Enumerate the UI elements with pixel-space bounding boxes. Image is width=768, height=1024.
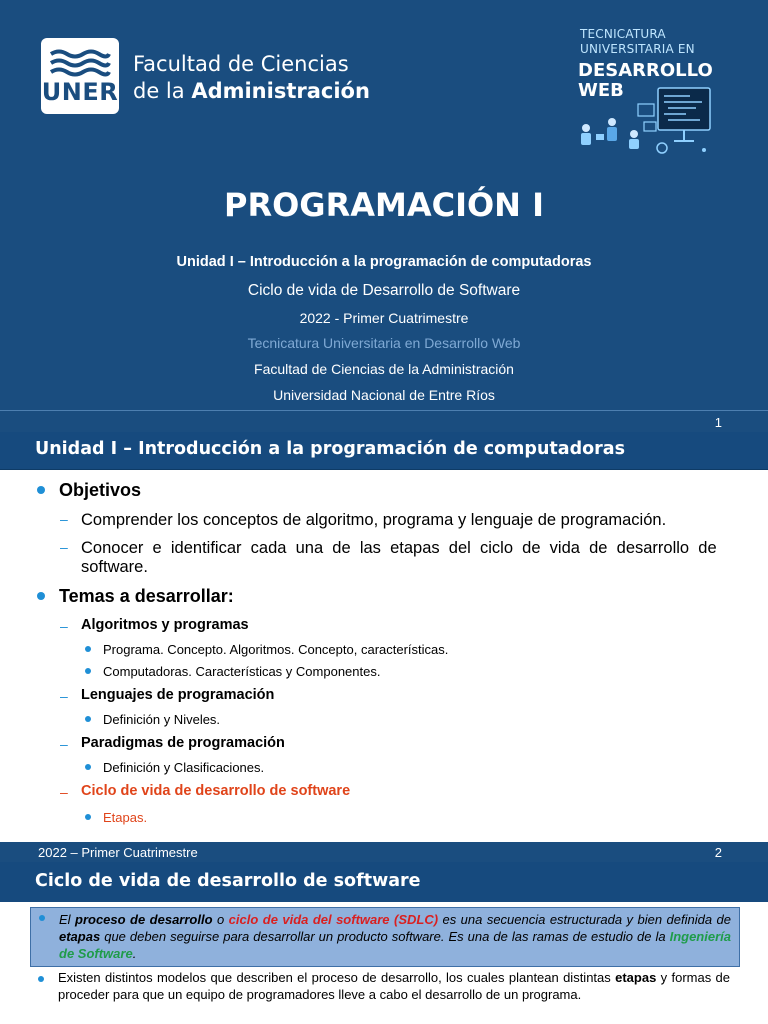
subtopic-item: Programa. Concepto. Algoritmos. Concepto, características. — [103, 642, 449, 657]
slide2-header — [0, 432, 768, 470]
waves-icon — [49, 48, 111, 78]
objectives-label: Objetivos — [59, 480, 142, 500]
career-text: Tecnicatura Universitaria en Desarrollo Web — [247, 335, 521, 351]
bullet-icon — [85, 764, 91, 770]
career-logo-line2: UNIVERSITARIA EN — [580, 42, 695, 56]
bullet-icon — [37, 592, 45, 600]
dash-icon: – — [60, 784, 68, 800]
subtopic-item-current: Etapas. — [103, 810, 148, 825]
title-slide — [0, 0, 768, 410]
slide3-title: Ciclo de vida de desarrollo de software — [35, 871, 421, 891]
topic-item: Algoritmos y programas — [81, 617, 249, 633]
logo-text: UNER — [41, 78, 119, 106]
slide3-header — [0, 862, 768, 902]
definition-box — [30, 907, 740, 967]
course-title: PROGRAMACIÓN I — [224, 186, 544, 224]
dash-icon: – — [60, 618, 68, 634]
dash-icon: – — [60, 736, 68, 752]
career-logo-line4: WEB — [578, 80, 624, 101]
subtopic-item: Definición y Clasificaciones. — [103, 760, 265, 775]
career-logo-line3: DESARROLLO — [578, 60, 713, 81]
dash-icon: – — [60, 539, 68, 555]
bullet-icon — [85, 668, 91, 674]
web-development-illustration — [572, 84, 717, 159]
bullet-icon — [37, 486, 45, 494]
period-text: 2022 - Primer Cuatrimestre — [299, 310, 469, 326]
definition-paragraph: El proceso de desarrollo o ciclo de vida del software (SDLC) es una secuencia estructurada y bien definida de etapas que deben seguirse para desarrollar un producto software. Es una de las ramas de estudio de la Ingeniería de Software. — [59, 912, 731, 961]
topic-item: Lenguajes de programación — [81, 687, 275, 703]
faculty-text: Facultad de Ciencias de la Administración — [254, 361, 514, 377]
objective-item: Comprender los conceptos de algoritmo, programa y lenguaje de programación. — [81, 511, 667, 529]
uner-logo — [41, 38, 119, 114]
subtopic-item: Computadoras. Características y Componentes. — [103, 664, 381, 679]
topic-title: Ciclo de vida de Desarrollo de Software — [247, 282, 521, 299]
slide2-content — [0, 470, 768, 842]
unit-title: Unidad I – Introducción a la programación de computadoras — [176, 254, 592, 270]
faculty-logo-line2: de la Administración — [133, 79, 370, 103]
dash-icon: – — [60, 511, 68, 527]
topics-label: Temas a desarrollar: — [59, 586, 234, 606]
bullet-icon — [39, 915, 45, 921]
bullet-icon — [85, 646, 91, 652]
dash-icon: – — [60, 688, 68, 704]
topic-item: Paradigmas de programación — [81, 735, 285, 751]
slide3-content — [0, 902, 768, 1024]
footer-period: 2022 – Primer Cuatrimestre — [38, 845, 198, 860]
models-paragraph: Existen distintos modelos que describen el proceso de desarrollo, los cuales plantean distintas etapas y formas de proceder para que un equipo de programadores lleve a cabo el desarrollo de un programa. — [58, 970, 730, 1002]
slide1-footer — [0, 410, 768, 433]
faculty-logo-line1: Facultad de Ciencias — [133, 52, 349, 76]
university-text: Universidad Nacional de Entre Ríos — [273, 387, 495, 403]
topic-item-current: Ciclo de vida de desarrollo de software — [81, 783, 351, 799]
objective-item-continued: software. — [81, 558, 148, 576]
page-number: 1 — [714, 415, 722, 430]
subtopic-item: Definición y Niveles. — [103, 712, 221, 727]
slide2-footer — [0, 842, 768, 862]
bullet-icon — [38, 976, 44, 982]
slide2-title: Unidad I – Introducción a la programación de computadoras — [35, 439, 625, 459]
page-number: 2 — [714, 845, 722, 860]
objective-item: Conocer e identificar cada una de las etapas del ciclo de vida de desarrollo de — [81, 539, 717, 557]
career-logo-line1: TECNICATURA — [580, 27, 666, 41]
bullet-icon — [85, 814, 91, 820]
bullet-icon — [85, 716, 91, 722]
